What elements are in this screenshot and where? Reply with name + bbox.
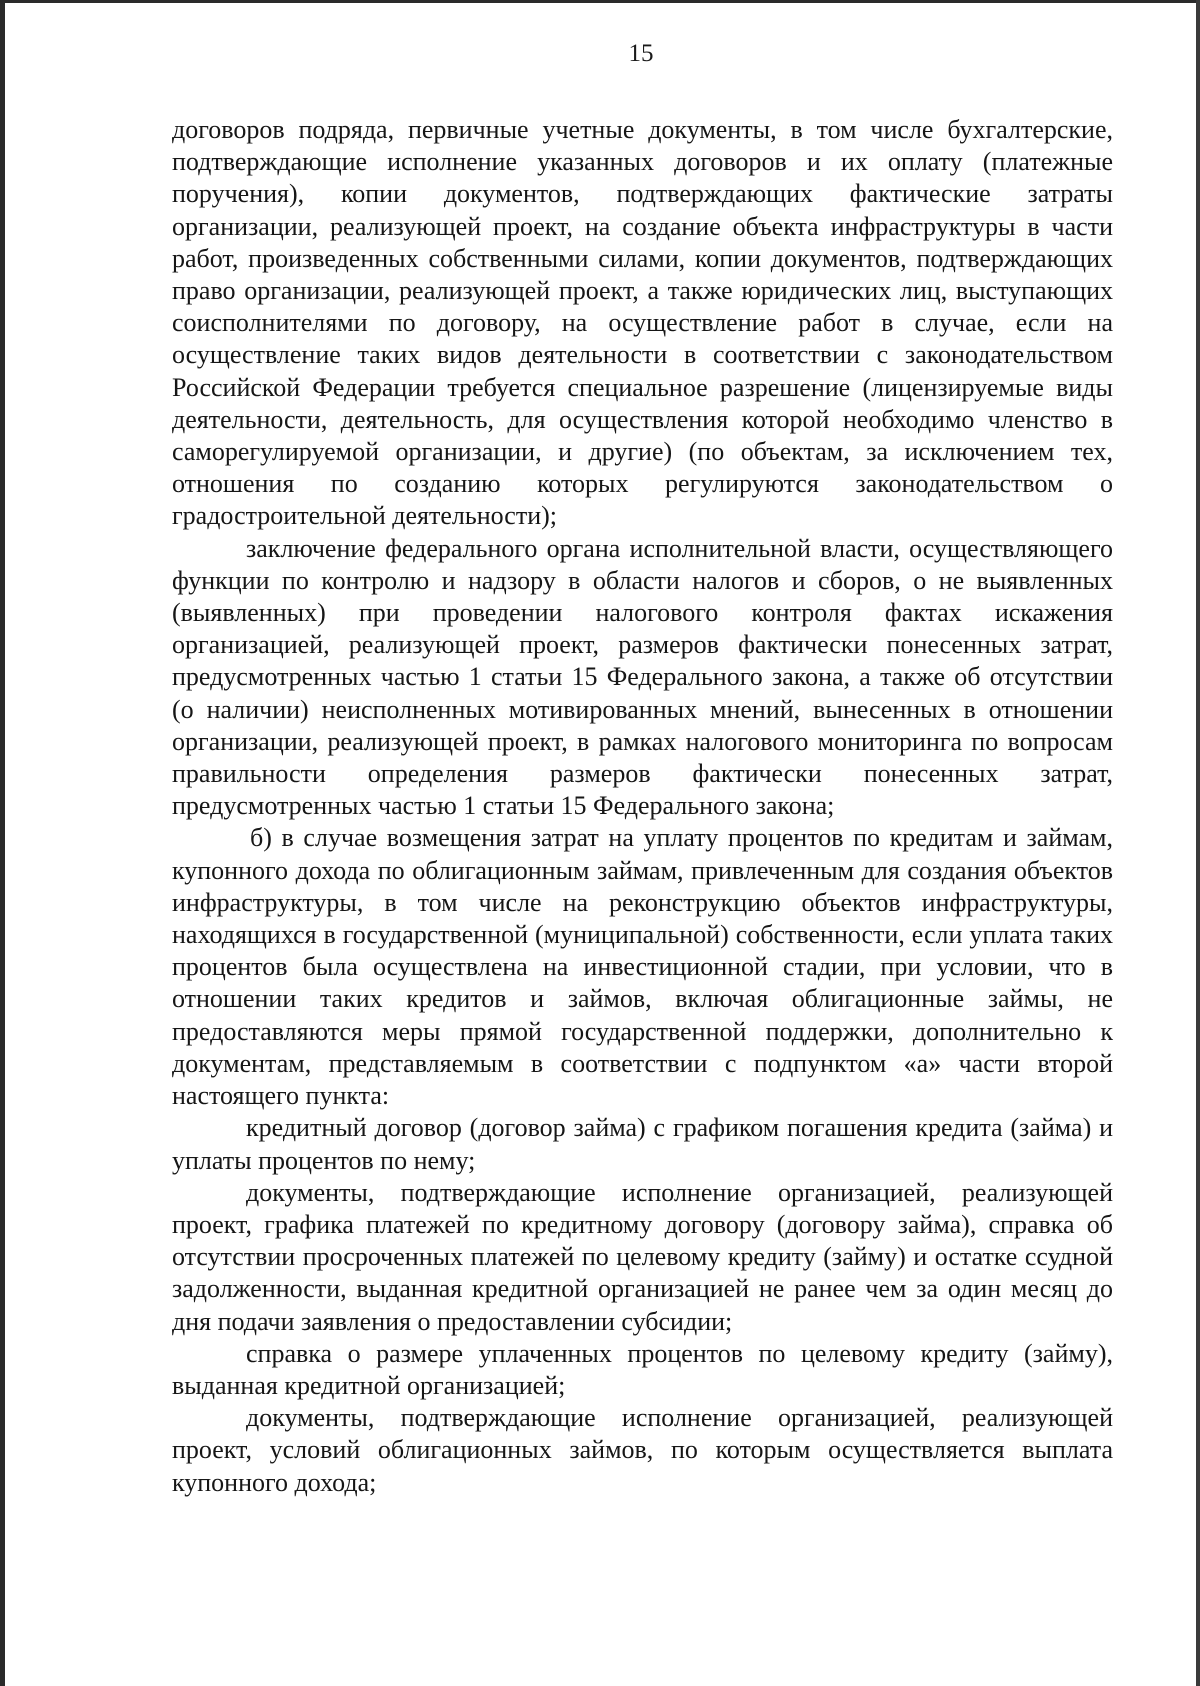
- scan-edge-left: [0, 0, 5, 1686]
- scan-edge-right: [1196, 0, 1200, 1686]
- paragraph-tax-authority-conclusion: заключение федерального органа исполнительной власти, осуществляющего функции по контролю и надзору в области налогов и сборов, о не выявленных (выявленных) при проведении налогового контроля фактах искажения организацией, реализующей проект, размеров фактически понесенных затрат, предусмотренных частью 1 статьи 15 Федерального закона, а также об отсутствии (о наличии) неисполненных мотивированных мнений, вынесенных в отношении организации, реализующей проект, в рамках налогового мониторинга по вопросам правильности определения размеров фактически понесенных затрат, предусмотренных частью 1 статьи 15 Федерального закона;: [172, 533, 1113, 821]
- paragraph-payment-schedule-documents: документы, подтверждающие исполнение организацией, реализующей проект, графика платежей по кредитному договору (договору займа), справка об отсутствии просроченных платежей по целевому кредиту (займу) и остатке ссудной задолженности, выданная кредитной организацией не ранее чем за один месяц до дня подачи заявления о предоставлении субсидии;: [172, 1177, 1113, 1336]
- document-body: [172, 114, 1113, 1499]
- paragraph-contracts-documents: договоров подряда, первичные учетные документы, в том числе бухгалтерские, подтверждающие исполнение указанных договоров и их оплату (платежные поручения), копии документов, подтверждающих фактические затраты организации, реализующей проект, на создание объекта инфраструктуры в части работ, произведенных собственными силами, копии документов, подтверждающих право организации, реализующей проект, а также юридических лиц, выступающих соисполнителями по договору, на осуществление работ в случае, если на осуществление таких видов деятельности в соответствии с законодательством Российской Федерации требуется специальное разрешение (лицензируемые виды деятельности, деятельность, для осуществления которой необходимо членство в саморегулируемой организации, и другие) (по объектам, за исключением тех, отношения по созданию которых регулируются законодательством о градостроительной деятельности);: [172, 115, 1113, 531]
- scan-edge-top: [0, 0, 1200, 3]
- paragraph-subitem-b: б) в случае возмещения затрат на уплату процентов по кредитам и займам, купонного дохода по облигационным займам, привлеченным для создания объектов инфраструктуры, в том числе на реконструкцию объектов инфраструктуры, находящихся в государственной (муниципальной) собственности, если уплата таких процентов была осуществлена на инвестиционной стадии, при условии, что в отношении таких кредитов и займов, включая облигационные займы, не предоставляются меры прямой государственной поддержки, дополнительно к документам, представляемым в соответствии с подпунктом «а» части второй настоящего пункта:: [172, 823, 1113, 1111]
- paragraph-credit-agreement: кредитный договор (договор займа) с графиком погашения кредита (займа) и уплаты процентов по нему;: [172, 1113, 1113, 1175]
- paragraph-interest-certificate: справка о размере уплаченных процентов по целевому кредиту (займу), выданная кредитной организацией;: [172, 1338, 1113, 1400]
- paragraph-bond-documents: документы, подтверждающие исполнение организацией, реализующей проект, условий облигационных займов, по которым осуществляется выплата купонного дохода;: [172, 1403, 1113, 1497]
- page-number: 15: [628, 40, 654, 67]
